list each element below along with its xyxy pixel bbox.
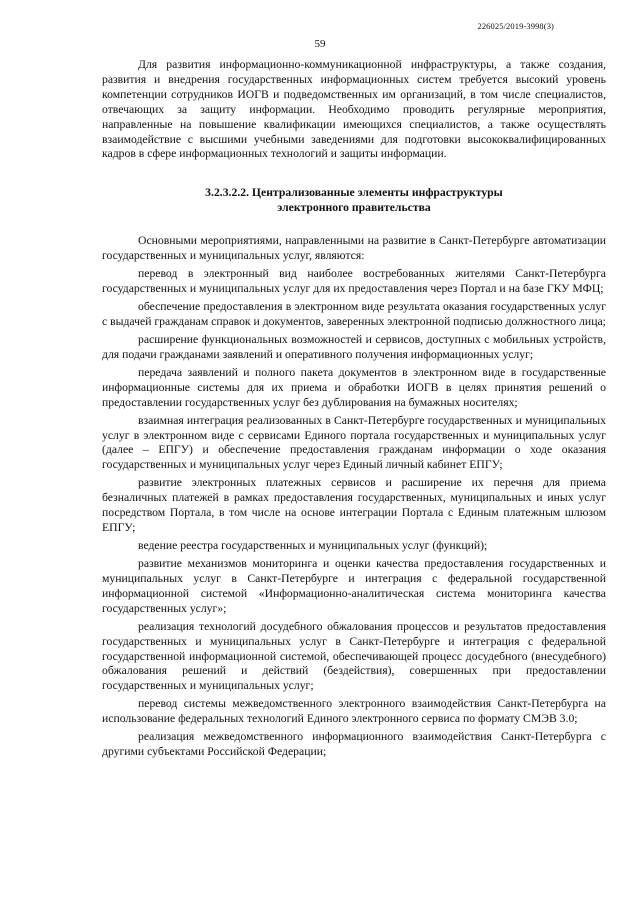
section-heading	[102, 186, 606, 216]
list-item: перевод в электронный вид наиболее востребованных жителями Санкт-Петербурга государственных и муниципальных услуг для их предоставления через Портал и на базе ГКУ МФЦ;	[102, 267, 606, 295]
list-item: передача заявлений и полного пакета документов в электронном виде в государственные информационные системы для их приема и обработки ИОГВ в целях принятия решений о предоставлении государственных услуг без дублирования на бумажных носителях;	[102, 365, 606, 409]
list-item: перевод системы межведомственного электронного взаимодействия Санкт-Петербурга на использование федеральных технологий Единого электронного сервиса по формату СМЭВ 3.0;	[102, 697, 606, 726]
list-item: ведение реестра государственных и муниципальных услуг (функций);	[138, 539, 488, 553]
section-heading-line-2: электронного правительства	[277, 201, 431, 215]
list-item: взаимная интеграция реализованных в Санкт-Петербурге государственных и муниципальных услуг в электронном виде с сервисами Единого портала государственных и муниципальных услуг (далее – ЕПГУ) и обеспечение предоставления гражданам информации о ходе оказания государственных и муниципальных услуг через Единый личный кабинет ЕПГУ;	[102, 413, 606, 472]
list-item: реализация технологий досудебного обжалования процессов и результатов предоставления государственных и муниципальных услуг в Санкт-Петербурге и интеграция с федеральной государственной информационной системой, обеспечивающей процесс досудебного (внесудебного) обжалования решений и действий (бездействия), совершенных при предоставлении государственных и муниципальных услуг;	[102, 619, 606, 693]
document-body	[102, 58, 606, 760]
section-heading-line-1: 3.2.3.2.2. Централизованные элементы инфраструктуры	[205, 186, 503, 200]
list-item: развитие механизмов мониторинга и оценки качества предоставления государственных и муниципальных услуг в Санкт-Петербурге и интеграция с федеральной государственной информационной системой «Информационно-аналитическая система мониторинга качества государственных услуг»;	[102, 557, 606, 615]
list-item: реализация межведомственного информационного взаимодействия Санкт-Петербурга с другими субъектами Российской Федерации;	[102, 730, 606, 759]
list-item: развитие электронных платежных сервисов и расширение их перечня для приема безналичных платежей в рамках предоставления государственных, муниципальных и иных услуг посредством Портала, в том числе на основе интеграции Портала с Единым платежным шлюзом ЕПГУ;	[102, 476, 606, 535]
page-number: 59	[314, 38, 326, 50]
list-item: обеспечение предоставления в электронном виде результата оказания государственных услуг с выдачей гражданам справок и документов, заверенных электронной подписью должностного лица;	[102, 299, 606, 328]
intro-paragraph: Для развития информационно-коммуникационной инфраструктуры, а также создания, развития и внедрения государственных информационных систем требуется высокий уровень компетенции сотрудников ИОГВ и подведомственных им организаций, в том числе специалистов, отвечающих за защиту информации. Необходимо проводить регулярные мероприятия, направленные на повышение квалификации имеющихся специалистов, а также осуществлять взаимодействие с высшими учебными заведениями для подготовки высококвалифицированных кадров в сфере информационных технологий и защиты информации.	[102, 58, 606, 161]
list-item: расширение функциональных возможностей и сервисов, доступных с мобильных устройств, для подачи гражданами заявлений и оперативного получения информационных услуг;	[102, 332, 606, 361]
document-number: 226025/2019-3998(3)	[477, 21, 554, 31]
lead-paragraph: Основными мероприятиями, направленными на развитие в Санкт-Петербурге автоматизации государственных и муниципальных услуг, являются:	[102, 234, 606, 263]
